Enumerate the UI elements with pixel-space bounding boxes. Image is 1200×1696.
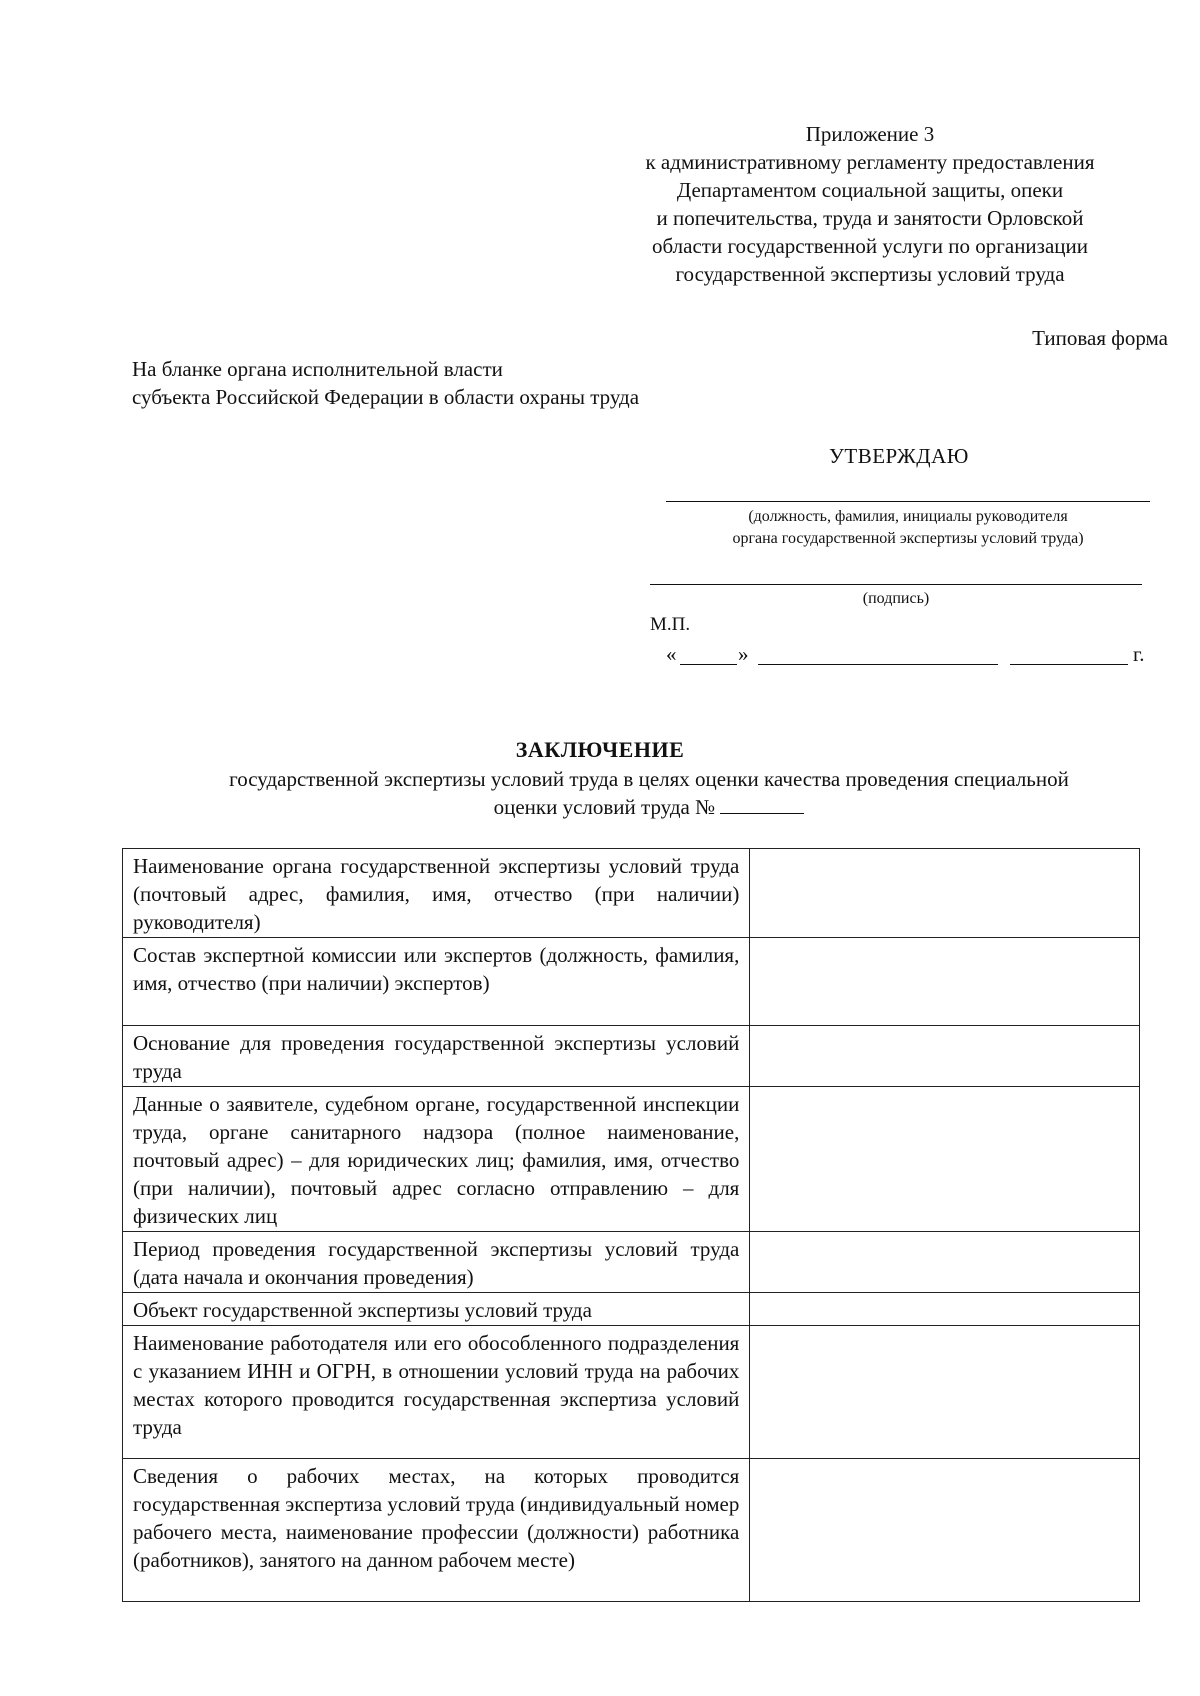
appendix-line: Приложение 3 [805,122,935,146]
row-value-cell[interactable] [750,1087,1140,1232]
approval-title: УТВЕРЖДАЮ [829,444,969,468]
appendix-line: государственной экспертизы условий труда [675,262,1065,286]
signature-line [650,584,1142,585]
letterhead-line: субъекта Российской Федерации в области охраны труда [132,385,640,409]
table-row [123,938,1140,1026]
row-value-cell[interactable] [750,1232,1140,1293]
position-caption [666,506,1150,550]
stamp-label: М.П. [650,614,691,635]
subtitle-line-text: оценки условий труда № [493,795,716,819]
row-label: Период проведения государственной экспертизы условий труда (дата начала и окончания проведения) [123,1232,750,1293]
position-line [666,501,1150,502]
row-value-cell[interactable] [750,1293,1140,1326]
row-value-cell[interactable] [750,1026,1140,1087]
row-label: Объект государственной экспертизы условий труда [123,1293,750,1326]
document-title: ЗАКЛЮЧЕНИЕ [515,737,685,762]
subtitle-line: государственной экспертизы условий труда в целях оценки качества проведения специальной [229,767,1069,791]
appendix-line: и попечительства, труда и занятости Орловской [656,206,1084,230]
conclusion-number-blank [720,793,804,814]
table-row [123,1293,1140,1326]
date-day-line [680,664,737,665]
row-value-cell[interactable] [750,849,1140,938]
position-caption-line: (должность, фамилия, инициалы руководителя [748,508,1068,525]
appendix-header [600,120,1140,288]
appendix-line: Департаментом социальной защиты, опеки [676,178,1064,202]
document-subtitle [150,765,1148,821]
row-label: Наименование работодателя или его обособленного подразделения с указанием ИНН и ОГРН, в отношении условий труда на рабочих местах которого проводится государственная экспертиза условий труда [123,1326,750,1459]
row-value-cell[interactable] [750,1459,1140,1602]
date-close-quote: » [738,642,749,666]
appendix-line: к административному регламенту предоставления [645,150,1095,174]
letterhead-line: На бланке органа исполнительной власти [132,357,503,381]
row-label: Основание для проведения государственной экспертизы условий труда [123,1026,750,1087]
row-value-cell[interactable] [750,938,1140,1026]
date-year-line [1010,664,1128,665]
row-label: Состав экспертной комиссии или экспертов (должность, фамилия, имя, отчество (при наличии) экспертов) [123,938,750,1026]
year-suffix: г. [1133,642,1145,666]
table-row [123,1232,1140,1293]
table-row [123,1459,1140,1602]
signature-caption: (подпись) [862,590,930,607]
row-label: Данные о заявителе, судебном органе, государственной инспекции труда, органе санитарного надзора (полное наименование, почтовый адрес) – для юридических лиц; фамилия, имя, отчество (при наличии), почтовый адрес согласно отправлению – для физических лиц [123,1087,750,1232]
form-type-label: Типовая форма [1032,326,1168,350]
letterhead-note [132,355,639,411]
table-row [123,1087,1140,1232]
table-row [123,1026,1140,1087]
conclusion-table [122,848,1140,1602]
table-row [123,1326,1140,1459]
table-row [123,849,1140,938]
row-value-cell[interactable] [750,1326,1140,1459]
row-label: Наименование органа государственной экспертизы условий труда (почтовый адрес, фамилия, имя, отчество (при наличии) руководителя) [123,849,750,938]
appendix-line: области государственной услуги по организации [652,234,1088,258]
subtitle-line [150,793,1148,821]
position-caption-line: органа государственной экспертизы условий труда) [732,530,1084,547]
date-open-quote: « [666,642,677,666]
row-label: Сведения о рабочих местах, на которых проводится государственная экспертиза условий труда (индивидуальный номер рабочего места, наименование профессии (должности) работника (работников), занятого на данном рабочем месте) [123,1459,750,1602]
date-month-line [758,664,998,665]
